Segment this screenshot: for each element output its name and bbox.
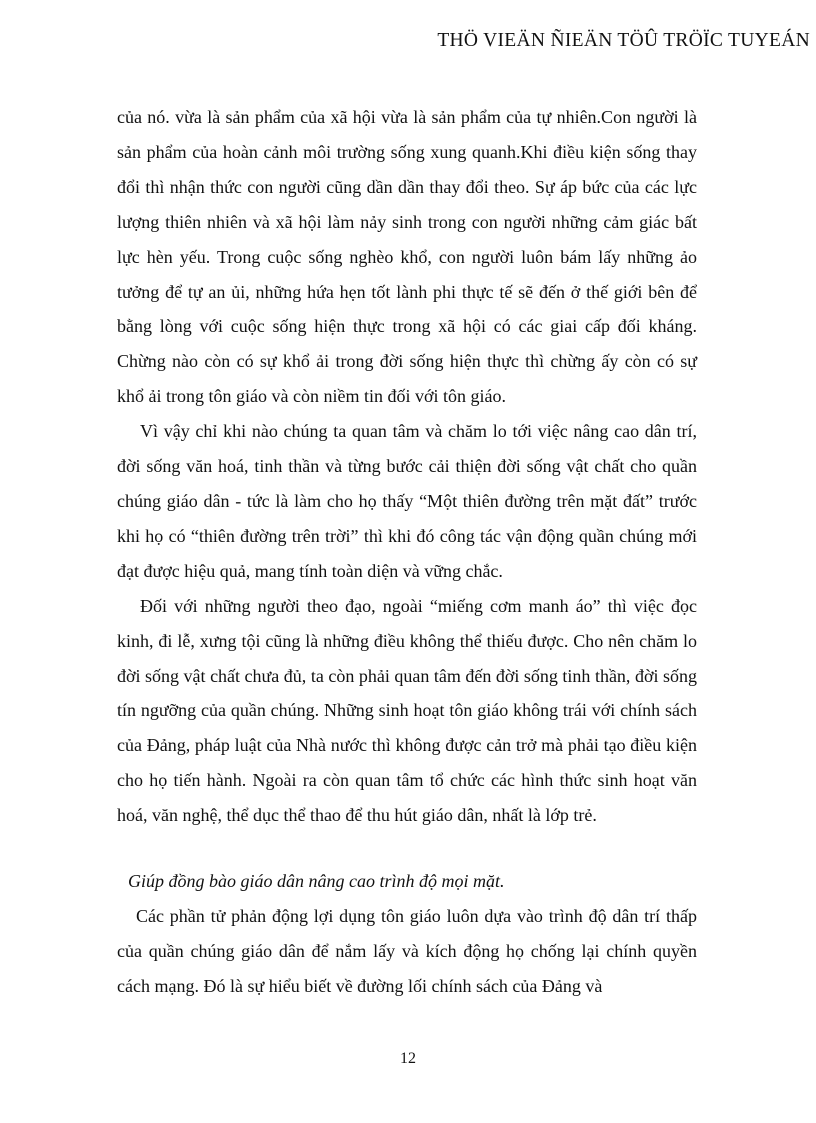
paragraph-3: Đối với những người theo đạo, ngoài “miếng cơm manh áo” thì việc đọc kinh, đi lễ, xưng tội cũng là những điều không thể thiếu được. Cho nên chăm lo đời sống vật chất chưa đủ, ta còn phải quan tâm đến đời sống tinh thần, đời sống tín ngưỡng của quần chúng. Những sinh hoạt tôn giáo không trái với chính sách của Đảng, pháp luật của Nhà nước thì không được cản trở mà phải tạo điều kiện cho họ tiến hành. Ngoài ra còn quan tâm tổ chức các hình thức sinh hoạt văn hoá, văn nghệ, thể dục thể thao để thu hút giáo dân, nhất là lớp trẻ.	[117, 595, 697, 826]
running-header: THÖ VIEÄN ÑIEÄN TÖÛ TRÖÏC TUYEÁN	[437, 30, 810, 51]
paragraph-1: của nó. vừa là sản phẩm của xã hội vừa là sản phẩm của tự nhiên.Con người là sản phẩm của hoàn cảnh môi trường sống xung quanh.Khi điều kiện sống thay đổi thì nhận thức con người cũng dần dần thay đổi theo. Sự áp bức của các lực lượng thiên nhiên và xã hội làm nảy sinh trong con người những cảm giác bất lực hèn yếu. Trong cuộc sống nghèo khổ, con người luôn bám lấy những ảo tưởng để tự an ủi, những hứa hẹn tốt lành phi thực tế sẽ đến ở thế giới bên để bằng lòng với cuộc sống hiện thực trong xã hội có các giai cấp đối kháng. Chừng nào còn có sự khổ ải trong đời sống hiện thực thì chừng ấy còn có sự khổ ải trong tôn giáo và còn niềm tin đối với tôn giáo.	[117, 107, 697, 407]
paragraph-2: Vì vậy chỉ khi nào chúng ta quan tâm và chăm lo tới việc nâng cao dân trí, đời sống văn hoá, tinh thần và từng bước cải thiện đời sống vật chất cho quần chúng giáo dân - tức là làm cho họ thấy “Một thiên đường trên mặt đất” trước khi họ có “thiên đường trên trời” thì khi đó công tác vận động quần chúng mới đạt được hiệu quả, mang tính toàn diện và vững chắc.	[117, 421, 697, 581]
paragraph-4: Các phần tử phản động lợi dụng tôn giáo luôn dựa vào trình độ dân trí thấp của quần chúng giáo dân để nắm lấy và kích động họ chống lại chính quyền cách mạng. Đó là sự hiểu biết về đường lối chính sách của Đảng và	[117, 905, 697, 996]
document-body	[117, 100, 697, 1004]
page-number: 12	[400, 1050, 416, 1067]
section-subheading: Giúp đồng bào giáo dân nâng cao trình độ mọi mặt.	[128, 871, 505, 892]
